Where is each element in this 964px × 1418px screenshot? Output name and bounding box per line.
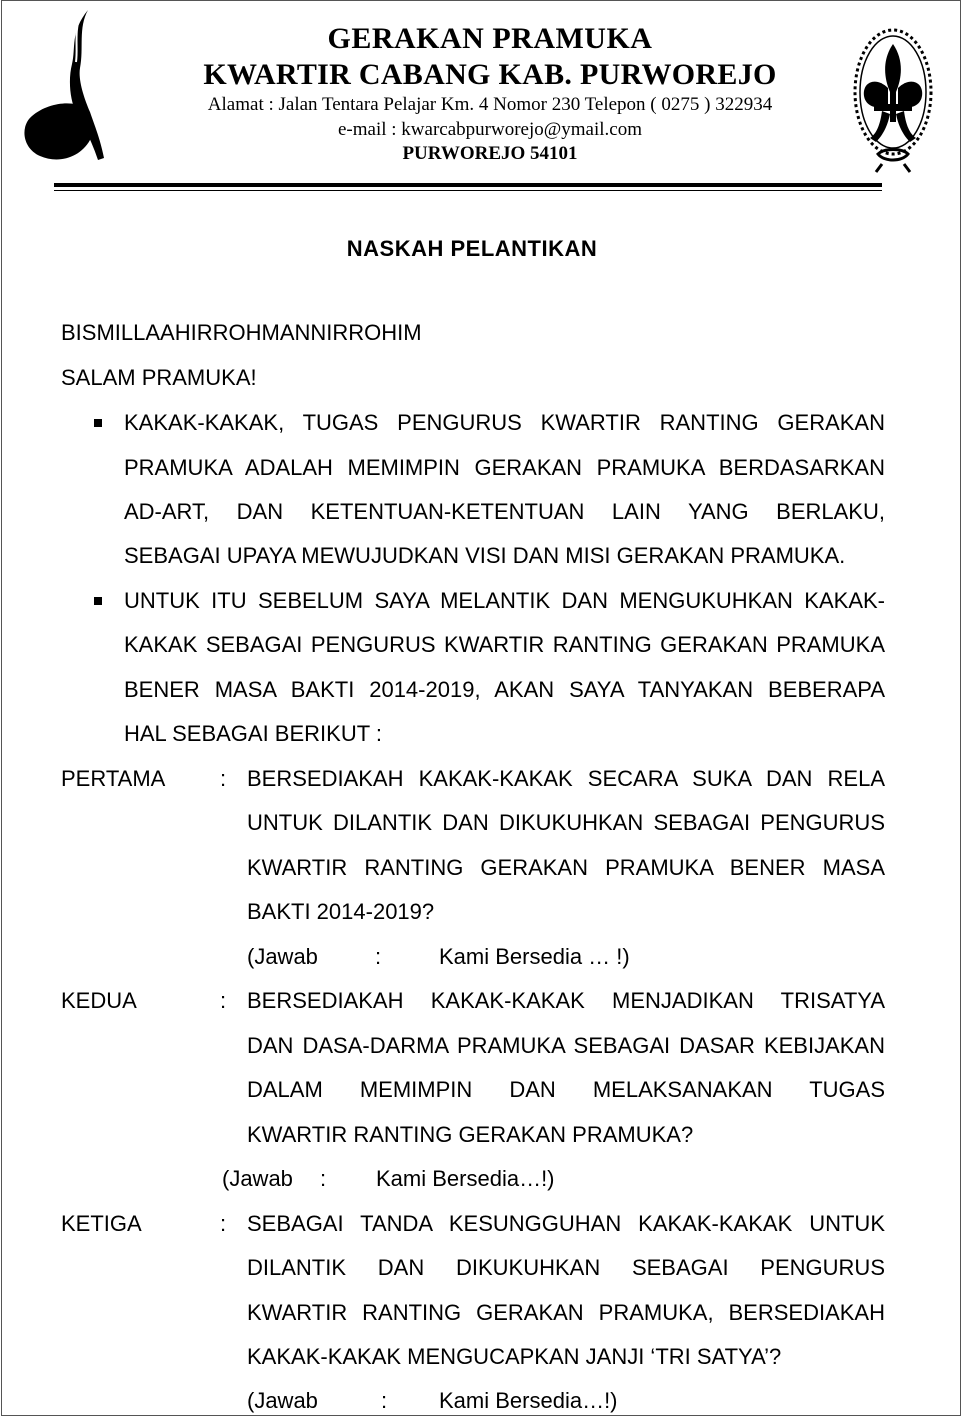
answer-open: (Jawab [222,1166,293,1191]
page-title: NASKAH PELANTIKAN [346,236,598,261]
header-rule-thin [54,190,882,191]
answer-colon: : [381,1388,388,1413]
bullet-marker [94,597,102,605]
bullet-2-line-1: UNTUK ITU SEBELUM SAYA MELANTIK DAN MENGUKUHKAN KAKAK- [124,588,885,613]
question-2-line-3: DALAM MEMIMPIN DAN MELAKSANAKAN TUGAS [247,1077,885,1102]
bullet-2-line-3: BENER MASA BAKTI 2014-2019, AKAN SAYA TANYAKAN BEBERAPA [124,677,885,702]
question-3-line-1: SEBAGAI TANDA KESUNGGUHAN KAKAK-KAKAK UNTUK [247,1211,885,1236]
branch-name: KWARTIR CABANG KAB. PURWOREJO [203,58,777,91]
address-line: Alamat : Jalan Tentara Pelajar Km. 4 Nomor 230 Telepon ( 0275 ) 322934 [207,94,773,115]
opening-salam: SALAM PRAMUKA! [61,365,257,390]
answer-open: (Jawab [247,944,318,969]
email-line: e-mail : kwarcabpurworejo@ymail.com [338,119,642,140]
question-1-line-4: BAKTI 2014-2019? [247,899,435,924]
question-3-label: KETIGA [61,1211,142,1236]
bullet-1-line-2: PRAMUKA ADALAH MEMIMPIN GERAKAN PRAMUKA BERDASARKAN [124,455,885,480]
fleur-de-lis-emblem [852,26,934,176]
bullet-1-line-1: KAKAK-KAKAK, TUGAS PENGURUS KWARTIR RANTING GERAKAN [124,410,885,435]
city-line: PURWOREJO 54101 [402,143,578,164]
question-2-line-2: DAN DASA-DARMA PRAMUKA SEBAGAI DASAR KEBIJAKAN [247,1033,885,1058]
answer-colon: : [375,944,382,969]
question-3-line-4: KAKAK-KAKAK MENGUCAPKAN JANJI ‘TRI SATYA’? [247,1344,782,1369]
answer-open: (Jawab [247,1388,318,1413]
question-1-colon: : [220,766,227,791]
tunas-kelapa-logo [18,8,110,170]
opening-bismillah: BISMILLAAHIRROHMANNIRROHIM [61,320,422,345]
answer-colon: : [320,1166,327,1191]
bullet-1-line-3: AD-ART, DAN KETENTUAN-KETENTUAN LAIN YANG BERLAKU, [124,499,885,524]
question-3-line-3: KWARTIR RANTING GERAKAN PRAMUKA, BERSEDIAKAH [247,1300,885,1325]
answer-text: Kami Bersedia…!) [376,1166,555,1191]
question-1-answer [247,942,887,972]
bullet-2-line-2: KAKAK SEBAGAI PENGURUS KWARTIR RANTING GERAKAN PRAMUKA [124,632,885,657]
question-3-answer [247,1386,887,1416]
bullet-marker [94,419,102,427]
question-3-line-2: DILANTIK DAN DIKUKUHKAN SEBAGAI PENGURUS [247,1255,885,1280]
org-name: GERAKAN PRAMUKA [327,22,653,55]
bullet-1-line-4: SEBAGAI UPAYA MEWUJUDKAN VISI DAN MISI GERAKAN PRAMUKA. [124,543,846,568]
question-1-line-1: BERSEDIAKAH KAKAK-KAKAK SECARA SUKA DAN RELA [247,766,885,791]
answer-text: Kami Bersedia … !) [439,944,630,969]
answer-text: Kami Bersedia…!) [439,1388,618,1413]
question-1-line-2: UNTUK DILANTIK DAN DIKUKUHKAN SEBAGAI PENGURUS [247,810,885,835]
question-3-colon: : [220,1211,227,1236]
question-2-line-1: BERSEDIAKAH KAKAK-KAKAK MENJADIKAN TRISATYA [247,988,885,1013]
bullet-2-line-4: HAL SEBAGAI BERIKUT : [124,721,382,746]
question-2-line-4: KWARTIR RANTING GERAKAN PRAMUKA? [247,1122,694,1147]
question-1-label: PERTAMA [61,766,166,791]
page-frame [1,0,961,1416]
question-2-answer [222,1164,862,1194]
question-2-label: KEDUA [61,988,137,1013]
question-2-colon: : [220,988,227,1013]
question-1-line-3: KWARTIR RANTING GERAKAN PRAMUKA BENER MASA [247,855,885,880]
header-rule-thick [54,183,882,187]
